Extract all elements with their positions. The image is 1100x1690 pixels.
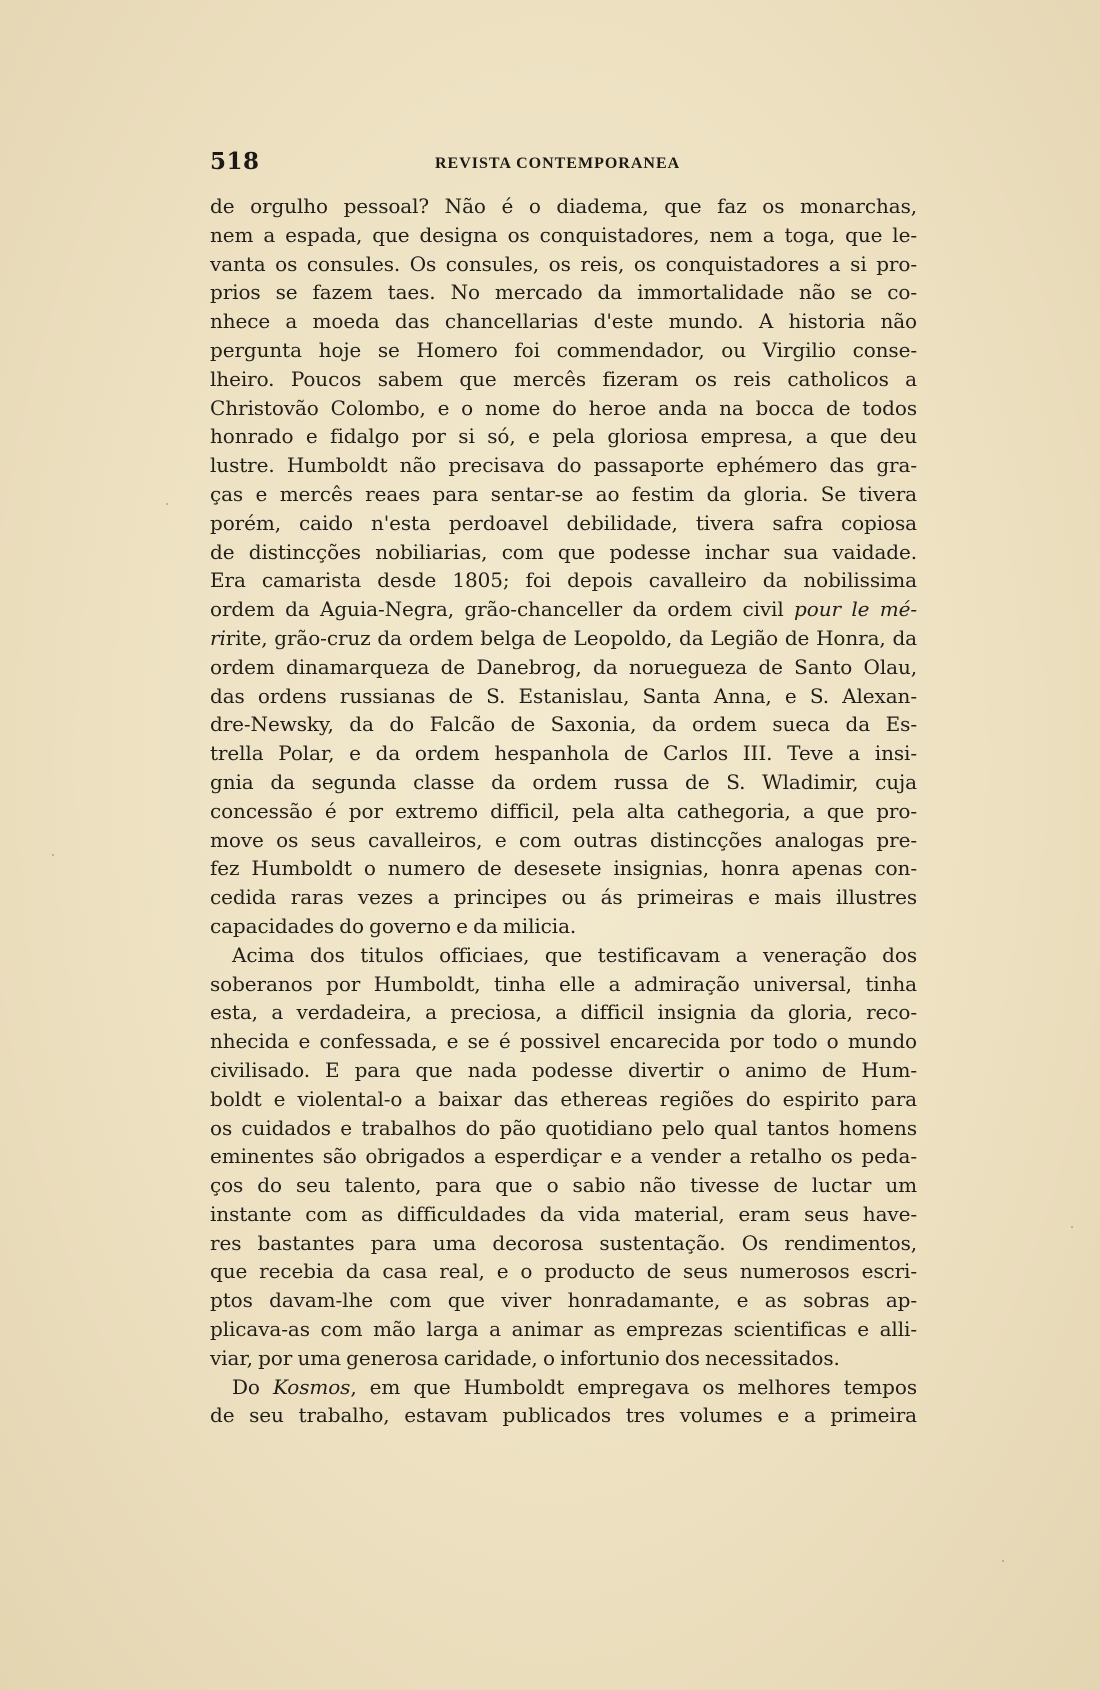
text-line: ços do seu talento, para que o sabio não tivesse de luctar um (210, 1173, 917, 1198)
page-number: 518 (210, 148, 260, 175)
text-line: de distincções nobiliarias, com que podesse inchar sua vaidade. (210, 539, 917, 564)
italic-phrase: ri (210, 625, 226, 650)
text-line: gnia da segunda classe da ordem russa de S. Wladimir, cuja (210, 769, 917, 794)
text-line: Christovão Colombo, e o nome do heroe anda na bocca de todos (210, 395, 917, 420)
text-segment: ordem da Aguia-Negra, grão-chanceller da ordem civil (210, 597, 795, 622)
text-line: ças e mercês reaes para sentar-se ao festim da gloria. Se tivera (210, 481, 917, 506)
text-line: prios se fazem taes. No mercado da immortalidade não se co- (210, 280, 917, 305)
text-line: pergunta hoje se Homero foi commendador, ou Virgilio conse- (210, 337, 917, 362)
text-line: concessão é por extremo difficil, pela alta cathegoria, a que pro- (210, 798, 917, 823)
text-line: que recebia da casa real, e o producto de seus numerosos escri- (210, 1259, 917, 1284)
running-title: REVISTA CONTEMPORANEA (435, 155, 681, 172)
text-line: porém, caido n'esta perdoavel debilidade, tivera safra copiosa (210, 510, 917, 535)
text-segment: rite, grão-cruz da ordem belga de Leopoldo, da Legião de Honra, da (225, 625, 917, 650)
paper-speck (166, 503, 168, 505)
paper-speck (1071, 1226, 1073, 1228)
text-line-with-italic (210, 624, 917, 653)
text-line: capacidades do governo e da milicia. (210, 913, 577, 938)
text-segment: Do (232, 1374, 273, 1399)
text-line: boldt e violental-o a baixar das ethereas regiões do espirito para (210, 1086, 917, 1111)
text-line: lustre. Humboldt não precisava do passaporte ephémero das gra- (210, 453, 917, 478)
text-line: nhecida e confessada, e se é possivel encarecida por todo o mundo (210, 1029, 917, 1054)
text-line: res bastantes para uma decorosa sustentação. Os rendimentos, (210, 1230, 917, 1255)
text-segment: , em que Humboldt empregava os melhores tempos (350, 1374, 917, 1399)
text-line: fez Humboldt o numero de desesete insignias, honra apenas con- (210, 856, 917, 881)
text-line-with-italic (210, 595, 917, 624)
text-line: vanta os consules. Os consules, os reis, os conquistadores a si pro- (210, 251, 917, 276)
text-line: nhece a moeda das chancellarias d'este mundo. A historia não (210, 309, 917, 334)
italic-title: Kosmos (272, 1374, 351, 1399)
paper-speck (1002, 1560, 1004, 1562)
text-line: das ordens russianas de S. Estanislau, Santa Anna, e S. Alexan- (210, 683, 917, 708)
body-text (210, 192, 917, 1430)
text-line: ordem dinamarqueza de Danebrog, da norueguezа de Santo Olau, (210, 654, 917, 679)
text-line: trella Polar, e da ordem hespanhola de Carlos III. Teve a insi- (210, 741, 917, 766)
text-line: instante com as difficuldades da vida material, eram seus have- (210, 1201, 917, 1226)
paper-speck (52, 854, 54, 856)
text-line: civilisado. E para que nada podesse divertir o animo de Hum- (210, 1057, 917, 1082)
text-line: os cuidados e trabalhos do pão quotidiano pelo qual tantos homens (210, 1115, 917, 1140)
page-header (210, 148, 930, 178)
text-line: eminentes são obrigados a esperdiçar e a vender a retalho os peda- (210, 1144, 917, 1169)
text-line: cedida raras vezes a principes ou ás primeiras e mais illustres (210, 885, 917, 910)
text-line: esta, a verdadeira, a preciosa, a difficil insignia da gloria, reco- (210, 1000, 917, 1025)
text-line: nem a espada, que designa os conquistadores, nem a toga, que le- (210, 222, 917, 247)
text-line: soberanos por Humboldt, tinha elle a admiração universal, tinha (210, 971, 917, 996)
text-line: lheiro. Poucos sabem que mercês fizeram os reis catholicos a (210, 366, 917, 391)
text-line: Era camarista desde 1805; foi depois cavalleiro da nobilissima (210, 568, 917, 593)
text-line: de orgulho pessoal? Não é o diadema, que faz os monarchas, (210, 194, 917, 218)
text-line: Acima dos titulos officiaes, que testificavam a veneração dos (232, 942, 917, 967)
text-line: honrado e fidalgo por si só, e pela gloriosa empresa, a que deu (210, 424, 917, 449)
text-line: dre-Newsky, da do Falcão de Saxonia, da ordem sueca da Es- (210, 712, 917, 737)
text-line: viar, por uma generosa caridade, o infortunio dos necessitados. (210, 1345, 840, 1370)
text-line: de seu trabalho, estavam publicados tres volumes e a primeira (210, 1403, 917, 1428)
text-line-with-italic (210, 1373, 917, 1402)
italic-phrase: pour le mé- (794, 597, 917, 622)
text-line: ptos davam-lhe com que viver honradamante, e as sobras ap- (210, 1288, 917, 1313)
text-line: plicava-as com mão larga a animar as emprezas scientificas e alli- (210, 1317, 917, 1342)
text-line: move os seus cavalleiros, e com outras distincções analogas pre- (210, 827, 917, 852)
